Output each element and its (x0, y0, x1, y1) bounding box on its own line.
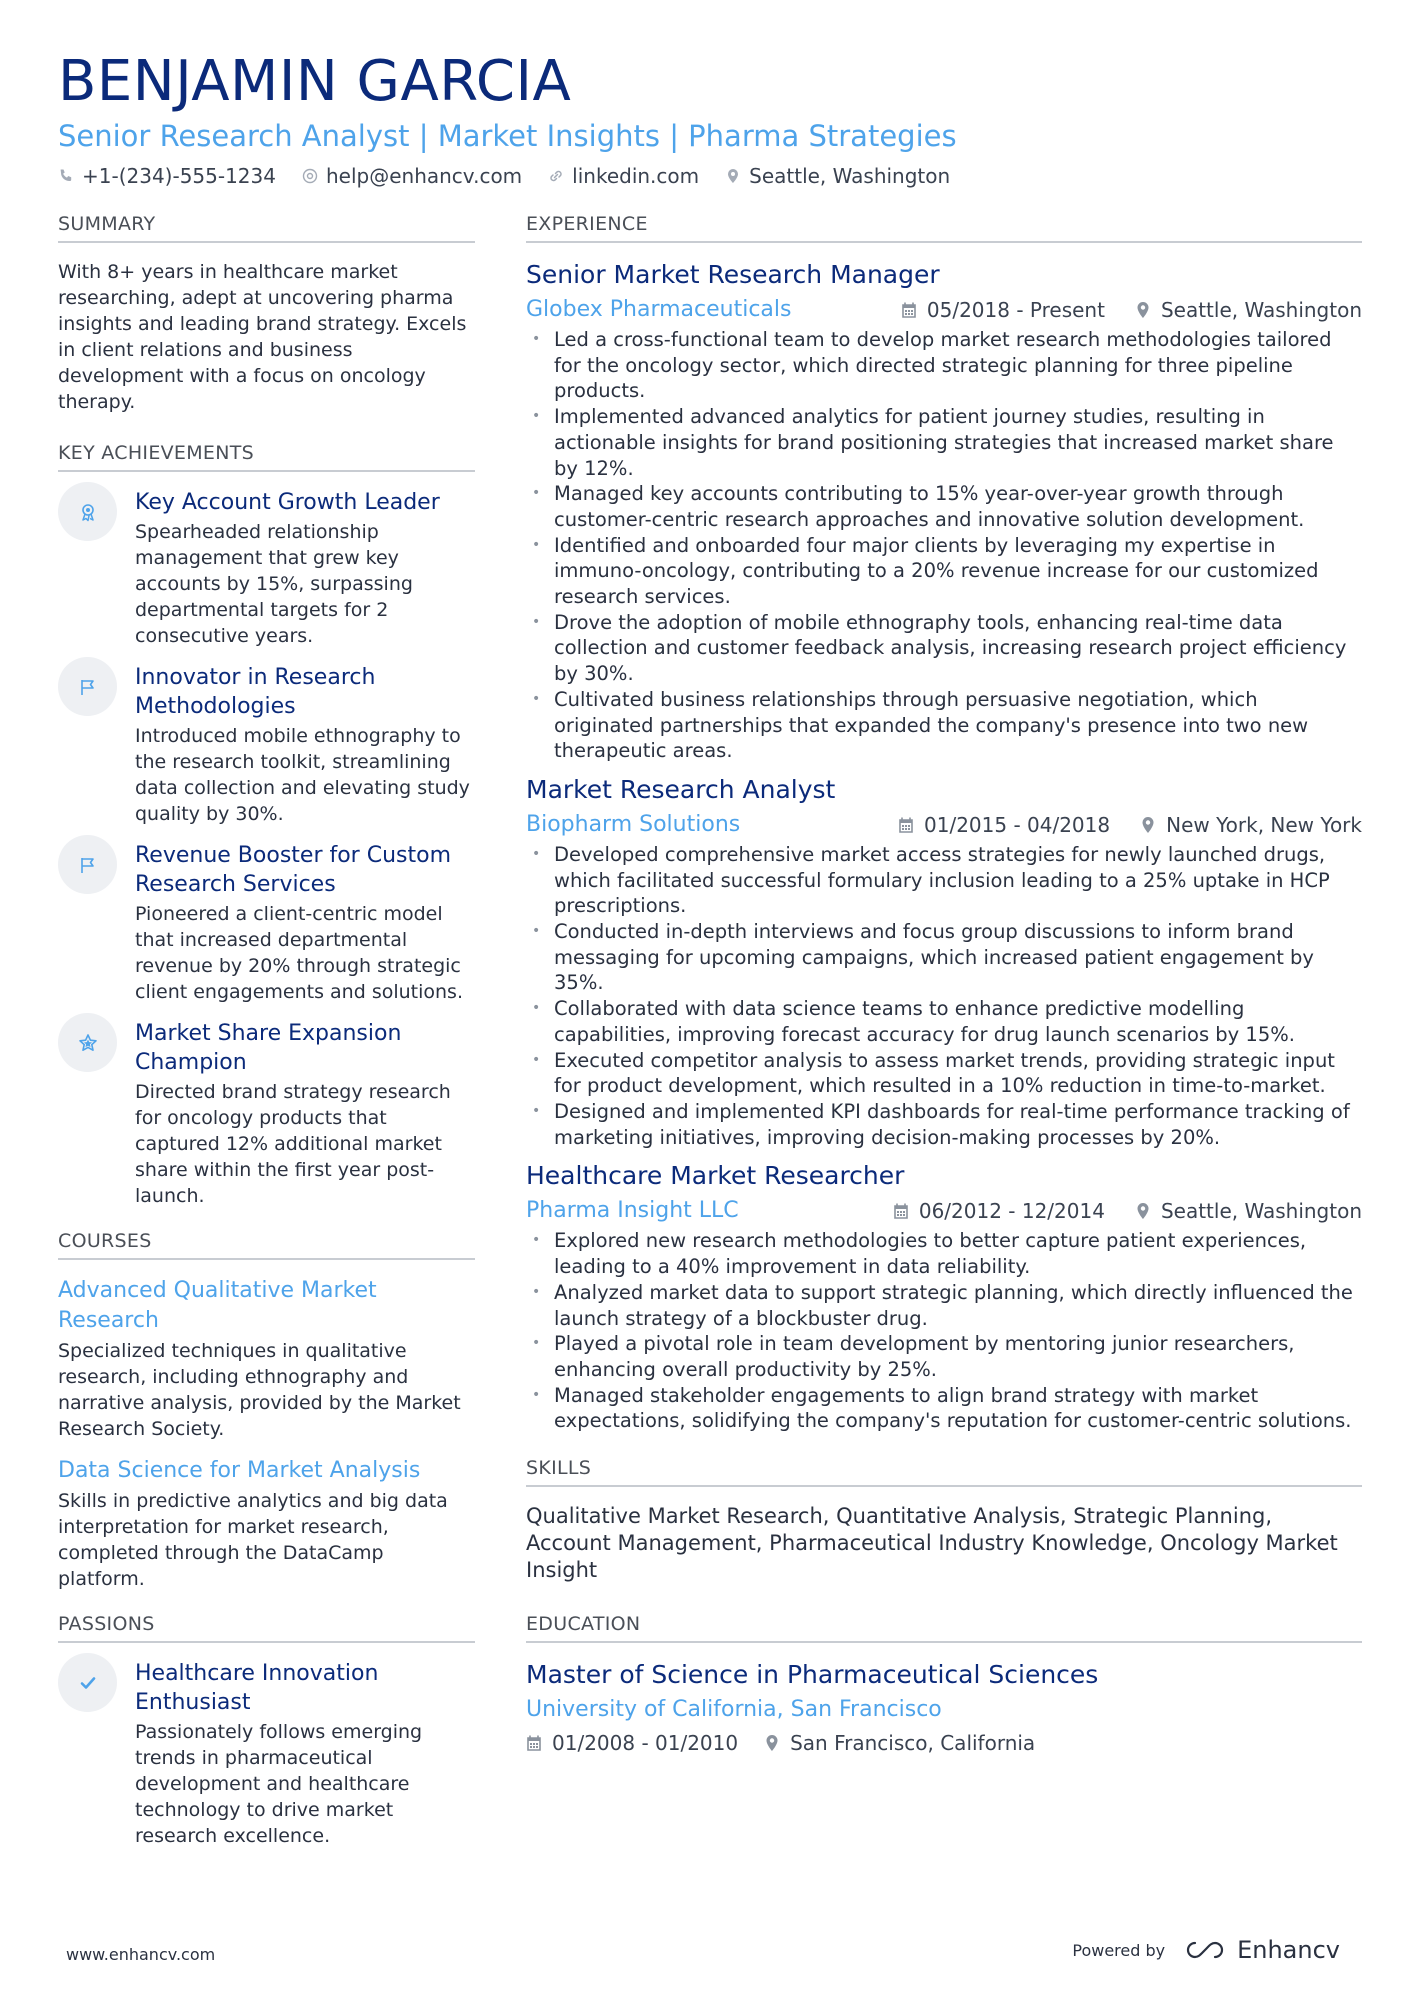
job-bullet: • Implemented advanced analytics for patient journey studies, resulting in actionable insights for brand positioning strategies that increased market share by 12%. (526, 404, 1362, 481)
achievement-title: Market Share Expansion Champion (135, 1021, 402, 1075)
skills-text: Qualitative Market Research, Quantitative Analysis, Strategic Planning, Account Management, Pharmaceutical Industry Knowledge, Oncology Market Insight (526, 1504, 1338, 1583)
job-location (1135, 1199, 1362, 1223)
achievement-icon-wrap (58, 835, 117, 894)
enhancv-logo-icon (1183, 1939, 1227, 1961)
star-icon (77, 1032, 99, 1054)
contact-email[interactable] (302, 164, 522, 188)
headline: Senior Research Analyst | Market Insights | Pharma Strategies (58, 119, 957, 153)
achievement-item (58, 663, 475, 827)
job-bullet: • Played a pivotal role in team development by mentoring junior researchers, enhancing overall productivity by 25%. (526, 1331, 1362, 1382)
check-icon (77, 1672, 99, 1694)
job-bullet: • Managed stakeholder engagements to align brand strategy with market expectations, solidifying the company's reputation for customer-centric solutions. (526, 1383, 1362, 1434)
contact-location (725, 164, 950, 188)
enhancv-logo[interactable] (1183, 1936, 1340, 1964)
education-location (764, 1731, 1035, 1755)
company-name: Globex Pharmaceuticals (526, 297, 792, 322)
job-dates (893, 1199, 1105, 1223)
achievement-desc: Introduced mobile ethnography to the research toolkit, streamlining data collection and elevating study quality by 30%. (135, 725, 470, 825)
job-bullet: • Executed competitor analysis to assess market trends, providing strategic input for product development, which resulted in a 10% reduction in time-to-market. (526, 1048, 1362, 1099)
achievement-icon-wrap (58, 482, 117, 541)
passion-item (58, 1659, 475, 1849)
job-location-text: New York, New York (1166, 812, 1362, 837)
job-dates (898, 813, 1110, 837)
job-bullet: • Managed key accounts contributing to 15% year-over-year growth through customer-centric research approaches and innovative solution development. (526, 481, 1362, 532)
calendar-icon (901, 301, 917, 319)
powered-by-label: Powered by (1072, 1940, 1166, 1960)
location-pin-icon (1140, 816, 1156, 834)
course-title: Data Science for Market Analysis (58, 1458, 421, 1483)
job-bullet: • Collaborated with data science teams to enhance predictive modelling capabilities, improving forecast accuracy for drug launch scenarios by 15%. (526, 996, 1362, 1047)
achievement-item (58, 488, 475, 649)
job-dates (901, 298, 1105, 322)
contact-bar (58, 164, 1358, 188)
experience-heading: EXPERIENCE (526, 212, 1362, 243)
linkedin-text: linkedin.com (572, 164, 700, 188)
job-bullet: • Cultivated business relationships through persuasive negotiation, which originated partnerships that expanded the company's presence into two new therapeutic areas. (526, 687, 1362, 764)
job-bullets (526, 1228, 1362, 1434)
calendar-icon (898, 816, 914, 834)
education-entry (526, 1659, 1362, 1755)
flag-icon (77, 676, 99, 698)
course-item (58, 1276, 475, 1442)
school-name: University of California, San Francisco (526, 1697, 942, 1723)
location-pin-icon (764, 1734, 780, 1752)
job-title: Market Research Analyst (526, 774, 836, 804)
job-bullet: • Identified and onboarded four major clients by leveraging my expertise in immuno-oncology, contributing to a 20% revenue increase for our customized research services. (526, 533, 1362, 610)
calendar-icon (893, 1202, 909, 1220)
right-column (526, 212, 1362, 1755)
summary-heading: SUMMARY (58, 212, 475, 243)
achievement-item (58, 1019, 475, 1209)
job-bullet: • Analyzed market data to support strategic planning, which directly influenced the launch strategy of a blockbuster drug. (526, 1280, 1362, 1331)
job-dates-text: 06/2012 - 12/2014 (918, 1199, 1105, 1224)
job-bullets (526, 327, 1362, 764)
achievements-list (58, 488, 475, 1209)
job-entry (526, 259, 1362, 764)
location-pin-icon (1135, 301, 1151, 319)
resume-header (58, 50, 1358, 188)
education-heading: EDUCATION (526, 1612, 1362, 1643)
job-entry (526, 1160, 1362, 1434)
education-location-text: San Francisco, California (790, 1731, 1036, 1756)
phone-icon (58, 168, 74, 184)
job-location-text: Seattle, Washington (1160, 1199, 1362, 1224)
footer-branding (1072, 1936, 1340, 1964)
passion-desc: Passionately follows emerging trends in pharmaceutical development and healthcare technology to drive market research excellence. (135, 1721, 423, 1847)
passion-icon-wrap (58, 1653, 117, 1712)
courses-heading: COURSES (58, 1229, 475, 1260)
job-entry (526, 774, 1362, 1150)
achievements-heading: KEY ACHIEVEMENTS (58, 441, 475, 472)
achievement-icon-wrap (58, 657, 117, 716)
award-icon (77, 501, 99, 523)
job-title: Healthcare Market Researcher (526, 1161, 905, 1191)
contact-phone[interactable] (58, 164, 276, 188)
phone-text: +1-(234)-555-1234 (82, 164, 276, 188)
link-icon (548, 168, 564, 184)
job-dates-text: 01/2015 - 04/2018 (924, 812, 1111, 837)
summary-text: With 8+ years in healthcare market researching, adept at uncovering pharma insights and leading brand strategy. Excels in client relations and business development with a focus on oncology therapy. (58, 261, 467, 413)
achievement-title: Innovator in Research Methodologies (135, 665, 376, 719)
passions-heading: PASSIONS (58, 1612, 475, 1643)
achievement-icon-wrap (58, 1013, 117, 1072)
job-bullet: • Explored new research methodologies to better capture patient experiences, leading to a 40% improvement in data reliability. (526, 1228, 1362, 1279)
achievement-item (58, 841, 475, 1005)
job-location-text: Seattle, Washington (1160, 298, 1362, 322)
job-bullets (526, 842, 1362, 1150)
email-text: help@enhancv.com (325, 164, 523, 188)
degree-title: Master of Science in Pharmaceutical Sciences (526, 1660, 1099, 1690)
calendar-icon (526, 1734, 542, 1752)
passion-title: Healthcare Innovation Enthusiast (135, 1661, 379, 1715)
footer-website[interactable]: www.enhancv.com (66, 1945, 216, 1964)
contact-linkedin[interactable] (548, 164, 699, 188)
job-bullet: • Conducted in-depth interviews and focus group discussions to inform brand messaging for upcoming campaigns, which increased patient engagement by 35%. (526, 919, 1362, 996)
achievement-desc: Pioneered a client-centric model that increased departmental revenue by 20% through strategic client engagements and solutions. (135, 903, 464, 1003)
job-bullet: • Designed and implemented KPI dashboards for real-time performance tracking of marketing initiatives, improving decision-making processes by 20%. (526, 1099, 1362, 1150)
candidate-name: BENJAMIN GARCIA (58, 49, 572, 114)
location-pin-icon (1135, 1202, 1151, 1220)
job-dates-text: 05/2018 - Present (926, 298, 1105, 322)
company-name: Biopharm Solutions (526, 811, 741, 837)
job-bullet: • Led a cross-functional team to develop market research methodologies tailored for the oncology sector, which directed strategic planning for three pipeline products. (526, 327, 1362, 404)
flag-icon (77, 854, 99, 876)
at-icon (302, 168, 318, 184)
course-desc: Specialized techniques in qualitative research, including ethnography and narrative analysis, provided by the Market Research Society. (58, 1340, 461, 1440)
education-dates (526, 1731, 738, 1755)
job-bullet: • Drove the adoption of mobile ethnography tools, enhancing real-time data collection and customer feedback analysis, increasing research project efficiency by 30%. (526, 610, 1362, 687)
achievement-desc: Directed brand strategy research for oncology products that captured 12% additional market share within the first year post-launch. (135, 1081, 451, 1207)
location-pin-icon (725, 168, 741, 184)
left-column (58, 212, 475, 1863)
course-title: Advanced Qualitative Market Research (58, 1278, 377, 1333)
job-location (1135, 298, 1362, 322)
course-item (58, 1456, 475, 1592)
achievement-title: Key Account Growth Leader (135, 490, 440, 515)
education-dates-text: 01/2008 - 01/2010 (552, 1731, 739, 1756)
course-desc: Skills in predictive analytics and big data interpretation for market research, completed through the DataCamp platform. (58, 1490, 448, 1590)
location-text: Seattle, Washington (749, 164, 951, 188)
company-name: Pharma Insight LLC (526, 1198, 739, 1224)
job-location (1140, 813, 1362, 837)
job-title: Senior Market Research Manager (526, 260, 940, 289)
brand-name: Enhancv (1237, 1936, 1340, 1964)
job-bullet: • Developed comprehensive market access strategies for newly launched drugs, which facilitated successful formulary inclusion leading to a 25% uptake in HCP prescriptions. (526, 842, 1362, 919)
achievement-desc: Spearheaded relationship management that grew key accounts by 15%, surpassing departmental targets for 2 consecutive years. (135, 521, 413, 647)
achievement-title: Revenue Booster for Custom Research Services (135, 843, 452, 897)
skills-heading: SKILLS (526, 1456, 1362, 1487)
